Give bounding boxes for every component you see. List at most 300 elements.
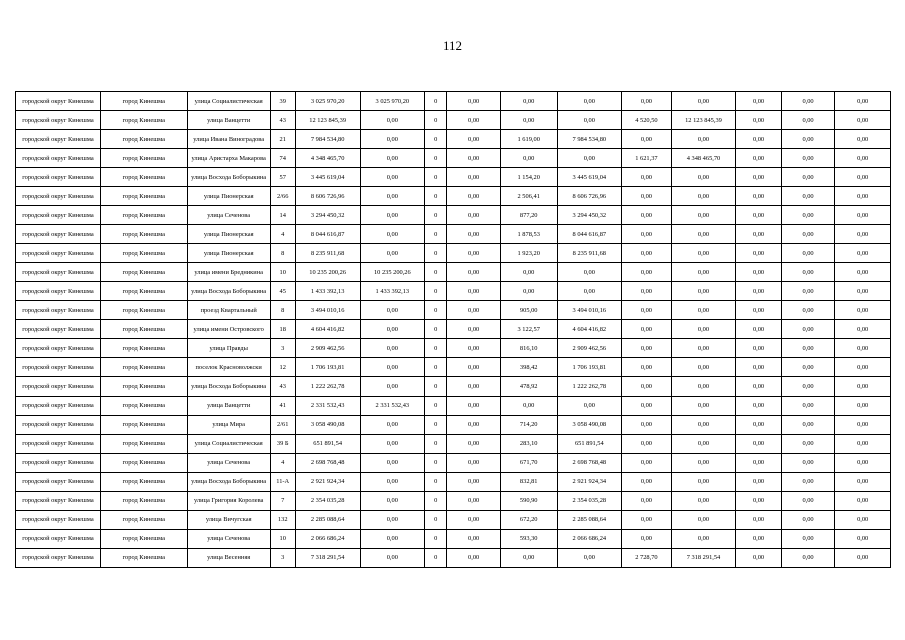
cell-street: улица Мира (187, 415, 270, 434)
table-row (16, 358, 891, 377)
cell-cost-e: 0,00 (736, 206, 781, 225)
cell-settlement: город Кинешма (100, 529, 187, 548)
cell-municipality: городской округ Кинешма (16, 168, 101, 187)
cell-house-number: 8 (270, 244, 295, 263)
cell-settlement: город Кинешма (100, 491, 187, 510)
cell-cost-d: 0,00 (671, 472, 736, 491)
cell-house-number: 18 (270, 320, 295, 339)
cell-cost-f: 0,00 (781, 415, 835, 434)
cell-cost-f: 0,00 (781, 92, 835, 111)
cell-cost-b: 0,00 (447, 149, 501, 168)
cell-house-number: 39 (270, 92, 295, 111)
cell-municipality: городской округ Кинешма (16, 263, 101, 282)
cell-cost-c: 8 044 616,87 (557, 225, 622, 244)
cell-house-number: 14 (270, 206, 295, 225)
cell-street: улица Пионерская (187, 187, 270, 206)
cell-cost-g: 0,00 (835, 168, 891, 187)
cell-cost-f: 0,00 (781, 510, 835, 529)
cell-cost-a: 0,00 (360, 225, 425, 244)
cell-area-d: 0,00 (622, 92, 672, 111)
table-row (16, 225, 891, 244)
table-row (16, 548, 891, 567)
cell-cost-a: 0,00 (360, 377, 425, 396)
cell-cost-g: 0,00 (835, 548, 891, 567)
cell-house-number: 12 (270, 358, 295, 377)
cell-municipality: городской округ Кинешма (16, 130, 101, 149)
cell-cost-e: 0,00 (736, 111, 781, 130)
cell-settlement: город Кинешма (100, 339, 187, 358)
cell-cost-a: 0,00 (360, 301, 425, 320)
cell-street: улица Пионерская (187, 225, 270, 244)
cell-count: 0 (425, 358, 447, 377)
cell-cost-b: 0,00 (447, 263, 501, 282)
table-row (16, 434, 891, 453)
cell-cost-c: 3 058 490,08 (557, 415, 622, 434)
cell-house-number: 10 (270, 263, 295, 282)
cell-municipality: городской округ Кинешма (16, 510, 101, 529)
cell-area-d: 0,00 (622, 320, 672, 339)
cell-cost-c: 2 354 035,28 (557, 491, 622, 510)
cell-area-d: 0,00 (622, 453, 672, 472)
cell-count: 0 (425, 187, 447, 206)
cell-total-cost: 7 318 291,54 (295, 548, 360, 567)
cell-cost-e: 0,00 (736, 358, 781, 377)
cell-cost-d: 0,00 (671, 339, 736, 358)
cell-cost-f: 0,00 (781, 187, 835, 206)
cell-cost-f: 0,00 (781, 282, 835, 301)
cell-municipality: городской округ Кинешма (16, 453, 101, 472)
cell-area-d: 0,00 (622, 130, 672, 149)
table-row (16, 491, 891, 510)
cell-cost-c: 2 921 924,34 (557, 472, 622, 491)
cell-municipality: городской округ Кинешма (16, 225, 101, 244)
cell-house-number: 7 (270, 491, 295, 510)
cell-house-number: 4 (270, 225, 295, 244)
cell-area-c: 1 619,00 (500, 130, 557, 149)
cell-street: улица Социалистическая (187, 434, 270, 453)
table-row (16, 301, 891, 320)
cell-street: улица Восхода Бобоpыкина (187, 282, 270, 301)
cell-count: 0 (425, 168, 447, 187)
cell-area-c: 478,92 (500, 377, 557, 396)
cell-municipality: городской округ Кинешма (16, 358, 101, 377)
cell-municipality: городской округ Кинешма (16, 434, 101, 453)
cell-municipality: городской округ Кинешма (16, 187, 101, 206)
table-row (16, 244, 891, 263)
cell-count: 0 (425, 377, 447, 396)
cell-count: 0 (425, 415, 447, 434)
cell-area-d: 0,00 (622, 263, 672, 282)
table-row (16, 282, 891, 301)
cell-count: 0 (425, 244, 447, 263)
table-row (16, 206, 891, 225)
cell-total-cost: 4 604 416,82 (295, 320, 360, 339)
cell-cost-f: 0,00 (781, 244, 835, 263)
cell-cost-d: 0,00 (671, 434, 736, 453)
cell-cost-e: 0,00 (736, 282, 781, 301)
cell-street: улица Восхода Бобоpыкина (187, 168, 270, 187)
cell-municipality: городской округ Кинешма (16, 111, 101, 130)
cell-street: проезд Квартальный (187, 301, 270, 320)
cell-cost-f: 0,00 (781, 206, 835, 225)
cell-cost-c: 0,00 (557, 282, 622, 301)
table-row (16, 510, 891, 529)
cell-count: 0 (425, 263, 447, 282)
cell-cost-b: 0,00 (447, 358, 501, 377)
cell-cost-a: 0,00 (360, 206, 425, 225)
cell-cost-a: 0,00 (360, 529, 425, 548)
cell-cost-c: 1 706 193,81 (557, 358, 622, 377)
cell-cost-e: 0,00 (736, 225, 781, 244)
cell-cost-a: 0,00 (360, 187, 425, 206)
cell-cost-a: 0,00 (360, 491, 425, 510)
cell-area-c: 1 923,20 (500, 244, 557, 263)
cell-cost-d: 0,00 (671, 358, 736, 377)
cell-total-cost: 8 235 911,68 (295, 244, 360, 263)
cell-cost-c: 0,00 (557, 263, 622, 282)
cell-cost-g: 0,00 (835, 510, 891, 529)
cell-area-d: 2 728,70 (622, 548, 672, 567)
cell-settlement: город Кинешма (100, 111, 187, 130)
cell-count: 0 (425, 206, 447, 225)
cell-cost-d: 0,00 (671, 396, 736, 415)
cell-settlement: город Кинешма (100, 301, 187, 320)
cell-total-cost: 3 494 010,16 (295, 301, 360, 320)
cell-cost-a: 0,00 (360, 339, 425, 358)
cell-cost-g: 0,00 (835, 187, 891, 206)
cell-area-d: 0,00 (622, 225, 672, 244)
cell-cost-g: 0,00 (835, 415, 891, 434)
table-row (16, 339, 891, 358)
cell-cost-c: 2 285 088,64 (557, 510, 622, 529)
cell-cost-f: 0,00 (781, 149, 835, 168)
cell-total-cost: 10 235 200,26 (295, 263, 360, 282)
cell-cost-g: 0,00 (835, 263, 891, 282)
cell-cost-b: 0,00 (447, 453, 501, 472)
cell-municipality: городской округ Кинешма (16, 415, 101, 434)
cell-area-c: 3 122,57 (500, 320, 557, 339)
cell-settlement: город Кинешма (100, 377, 187, 396)
cell-cost-e: 0,00 (736, 301, 781, 320)
table-row (16, 130, 891, 149)
cell-settlement: город Кинешма (100, 187, 187, 206)
cell-municipality: городской округ Кинешма (16, 339, 101, 358)
cell-cost-g: 0,00 (835, 472, 891, 491)
table-row (16, 472, 891, 491)
cell-cost-b: 0,00 (447, 434, 501, 453)
cell-area-d: 0,00 (622, 206, 672, 225)
cell-settlement: город Кинешма (100, 548, 187, 567)
cell-cost-g: 0,00 (835, 396, 891, 415)
cell-street: улица Ивана Виноградова (187, 130, 270, 149)
cell-cost-a: 3 025 970,20 (360, 92, 425, 111)
cell-cost-g: 0,00 (835, 434, 891, 453)
cell-area-d: 0,00 (622, 187, 672, 206)
cell-total-cost: 3 445 619,04 (295, 168, 360, 187)
cell-cost-f: 0,00 (781, 358, 835, 377)
cell-total-cost: 7 984 534,80 (295, 130, 360, 149)
cell-cost-a: 0,00 (360, 358, 425, 377)
cell-cost-b: 0,00 (447, 130, 501, 149)
cell-street: улица Вичугская (187, 510, 270, 529)
cell-cost-d: 0,00 (671, 263, 736, 282)
cell-cost-d: 0,00 (671, 130, 736, 149)
cell-cost-d: 0,00 (671, 320, 736, 339)
cell-cost-e: 0,00 (736, 377, 781, 396)
cell-cost-d: 0,00 (671, 529, 736, 548)
cell-cost-b: 0,00 (447, 282, 501, 301)
cell-cost-e: 0,00 (736, 491, 781, 510)
cell-total-cost: 4 348 465,70 (295, 149, 360, 168)
cell-cost-e: 0,00 (736, 472, 781, 491)
cell-street: улица имени Бредникина (187, 263, 270, 282)
cell-cost-g: 0,00 (835, 320, 891, 339)
cell-municipality: городской округ Кинешма (16, 149, 101, 168)
cell-house-number: 2/66 (270, 187, 295, 206)
cell-total-cost: 2 909 462,56 (295, 339, 360, 358)
cell-area-c: 877,20 (500, 206, 557, 225)
cell-count: 0 (425, 491, 447, 510)
cell-cost-g: 0,00 (835, 111, 891, 130)
cell-settlement: город Кинешма (100, 130, 187, 149)
cell-cost-b: 0,00 (447, 529, 501, 548)
cell-cost-a: 0,00 (360, 548, 425, 567)
cell-settlement: город Кинешма (100, 358, 187, 377)
cell-cost-d: 0,00 (671, 187, 736, 206)
page-number: 112 (442, 38, 463, 53)
cell-total-cost: 8 044 616,87 (295, 225, 360, 244)
cell-cost-c: 1 222 262,78 (557, 377, 622, 396)
cell-settlement: город Кинешма (100, 263, 187, 282)
cell-municipality: городской округ Кинешма (16, 206, 101, 225)
cell-cost-a: 0,00 (360, 168, 425, 187)
cell-cost-c: 3 445 619,04 (557, 168, 622, 187)
cell-cost-c: 2 698 768,48 (557, 453, 622, 472)
cell-total-cost: 3 025 970,20 (295, 92, 360, 111)
cell-area-c: 590,90 (500, 491, 557, 510)
cell-settlement: город Кинешма (100, 282, 187, 301)
cell-cost-c: 2 066 686,24 (557, 529, 622, 548)
cell-area-d: 0,00 (622, 244, 672, 263)
cell-cost-f: 0,00 (781, 168, 835, 187)
cell-house-number: 43 (270, 377, 295, 396)
cell-cost-a: 10 235 200,26 (360, 263, 425, 282)
cell-municipality: городской округ Кинешма (16, 472, 101, 491)
cell-cost-f: 0,00 (781, 472, 835, 491)
cell-cost-f: 0,00 (781, 434, 835, 453)
cell-street: улица Ванцетти (187, 396, 270, 415)
cell-settlement: город Кинешма (100, 472, 187, 491)
cell-street: улица Ванцетти (187, 111, 270, 130)
cell-area-d: 0,00 (622, 491, 672, 510)
cell-settlement: город Кинешма (100, 168, 187, 187)
cell-cost-a: 0,00 (360, 472, 425, 491)
cell-count: 0 (425, 301, 447, 320)
cell-cost-g: 0,00 (835, 301, 891, 320)
cell-street: улица Правды (187, 339, 270, 358)
cell-cost-c: 0,00 (557, 548, 622, 567)
cell-house-number: 39 Б (270, 434, 295, 453)
table-row (16, 92, 891, 111)
cell-cost-f: 0,00 (781, 263, 835, 282)
cell-settlement: город Кинешма (100, 396, 187, 415)
cell-count: 0 (425, 434, 447, 453)
cell-cost-a: 0,00 (360, 111, 425, 130)
cell-area-d: 0,00 (622, 472, 672, 491)
cell-house-number: 4 (270, 453, 295, 472)
table-row (16, 263, 891, 282)
cell-cost-e: 0,00 (736, 149, 781, 168)
cell-cost-d: 12 123 845,39 (671, 111, 736, 130)
cell-cost-d: 0,00 (671, 168, 736, 187)
cell-municipality: городской округ Кинешма (16, 244, 101, 263)
cell-cost-e: 0,00 (736, 92, 781, 111)
cell-house-number: 11-А (270, 472, 295, 491)
table-row (16, 453, 891, 472)
cell-house-number: 57 (270, 168, 295, 187)
cell-count: 0 (425, 548, 447, 567)
table-row (16, 396, 891, 415)
cell-cost-c: 3 494 010,16 (557, 301, 622, 320)
cell-street: улица Григория Королева (187, 491, 270, 510)
cell-street: улица Сеченова (187, 453, 270, 472)
cell-cost-g: 0,00 (835, 244, 891, 263)
cell-cost-a: 0,00 (360, 244, 425, 263)
cell-cost-g: 0,00 (835, 225, 891, 244)
cell-area-c: 714,20 (500, 415, 557, 434)
cell-area-c: 0,00 (500, 149, 557, 168)
cell-cost-a: 0,00 (360, 415, 425, 434)
cell-cost-e: 0,00 (736, 453, 781, 472)
cell-cost-e: 0,00 (736, 263, 781, 282)
cell-municipality: городской округ Кинешма (16, 491, 101, 510)
cell-cost-g: 0,00 (835, 149, 891, 168)
cell-cost-d: 0,00 (671, 282, 736, 301)
cell-area-c: 0,00 (500, 263, 557, 282)
cell-cost-f: 0,00 (781, 377, 835, 396)
cell-cost-b: 0,00 (447, 491, 501, 510)
cell-cost-d: 0,00 (671, 225, 736, 244)
cell-settlement: город Кинешма (100, 320, 187, 339)
cell-total-cost: 3 294 450,32 (295, 206, 360, 225)
cell-area-d: 0,00 (622, 168, 672, 187)
cell-total-cost: 2 698 768,48 (295, 453, 360, 472)
cell-area-c: 0,00 (500, 548, 557, 567)
cell-cost-c: 0,00 (557, 111, 622, 130)
cell-cost-b: 0,00 (447, 225, 501, 244)
cell-cost-b: 0,00 (447, 168, 501, 187)
cell-cost-b: 0,00 (447, 472, 501, 491)
cell-cost-g: 0,00 (835, 130, 891, 149)
cell-cost-g: 0,00 (835, 206, 891, 225)
cell-count: 0 (425, 111, 447, 130)
cell-area-d: 0,00 (622, 301, 672, 320)
cell-cost-b: 0,00 (447, 510, 501, 529)
cell-street: улица Весенняя (187, 548, 270, 567)
cell-cost-b: 0,00 (447, 301, 501, 320)
cell-street: улица Аристарха Макарова (187, 149, 270, 168)
table-row (16, 111, 891, 130)
cell-cost-e: 0,00 (736, 548, 781, 567)
cell-total-cost: 2 066 686,24 (295, 529, 360, 548)
cell-cost-a: 0,00 (360, 453, 425, 472)
cell-area-d: 0,00 (622, 396, 672, 415)
cell-cost-f: 0,00 (781, 339, 835, 358)
cell-cost-d: 0,00 (671, 415, 736, 434)
cell-street: улица Сеченова (187, 529, 270, 548)
cell-cost-a: 0,00 (360, 130, 425, 149)
cell-cost-g: 0,00 (835, 358, 891, 377)
cell-cost-c: 8 606 726,96 (557, 187, 622, 206)
cell-municipality: городской округ Кинешма (16, 301, 101, 320)
cell-municipality: городской округ Кинешма (16, 529, 101, 548)
table-row (16, 168, 891, 187)
cell-street: улица Пионерская (187, 244, 270, 263)
cell-cost-e: 0,00 (736, 130, 781, 149)
cell-street: улица Восхода Бобоpыкина (187, 377, 270, 396)
cell-house-number: 132 (270, 510, 295, 529)
cell-area-c: 0,00 (500, 396, 557, 415)
cell-cost-d: 0,00 (671, 491, 736, 510)
cell-count: 0 (425, 529, 447, 548)
cell-area-c: 1 154,20 (500, 168, 557, 187)
cell-area-d: 4 520,50 (622, 111, 672, 130)
cell-cost-f: 0,00 (781, 130, 835, 149)
cell-cost-d: 4 348 465,70 (671, 149, 736, 168)
cell-house-number: 41 (270, 396, 295, 415)
cell-area-c: 905,00 (500, 301, 557, 320)
cell-cost-c: 4 604 416,82 (557, 320, 622, 339)
cell-cost-e: 0,00 (736, 434, 781, 453)
cell-area-c: 816,10 (500, 339, 557, 358)
cell-street: улица имени Островского (187, 320, 270, 339)
cell-cost-f: 0,00 (781, 396, 835, 415)
cell-cost-b: 0,00 (447, 92, 501, 111)
cell-cost-d: 0,00 (671, 453, 736, 472)
cell-cost-d: 0,00 (671, 244, 736, 263)
cell-cost-b: 0,00 (447, 415, 501, 434)
cell-total-cost: 3 058 490,08 (295, 415, 360, 434)
cell-house-number: 45 (270, 282, 295, 301)
cell-cost-c: 0,00 (557, 149, 622, 168)
cell-cost-a: 1 433 392,13 (360, 282, 425, 301)
cell-total-cost: 1 706 193,81 (295, 358, 360, 377)
cell-total-cost: 1 433 392,13 (295, 282, 360, 301)
cell-house-number: 3 (270, 339, 295, 358)
cell-cost-g: 0,00 (835, 491, 891, 510)
cell-area-c: 832,81 (500, 472, 557, 491)
cell-cost-a: 0,00 (360, 320, 425, 339)
cell-cost-f: 0,00 (781, 529, 835, 548)
cell-municipality: городской округ Кинешма (16, 282, 101, 301)
cell-total-cost: 651 891,54 (295, 434, 360, 453)
cell-cost-b: 0,00 (447, 244, 501, 263)
cell-count: 0 (425, 396, 447, 415)
cell-count: 0 (425, 149, 447, 168)
cell-cost-c: 7 984 534,80 (557, 130, 622, 149)
cell-total-cost: 2 285 088,64 (295, 510, 360, 529)
cell-house-number: 3 (270, 548, 295, 567)
cell-count: 0 (425, 282, 447, 301)
table-row (16, 415, 891, 434)
table-row (16, 529, 891, 548)
cell-cost-g: 0,00 (835, 339, 891, 358)
cell-area-d: 0,00 (622, 377, 672, 396)
table-row (16, 187, 891, 206)
cell-cost-b: 0,00 (447, 206, 501, 225)
cell-cost-b: 0,00 (447, 187, 501, 206)
cell-cost-e: 0,00 (736, 244, 781, 263)
